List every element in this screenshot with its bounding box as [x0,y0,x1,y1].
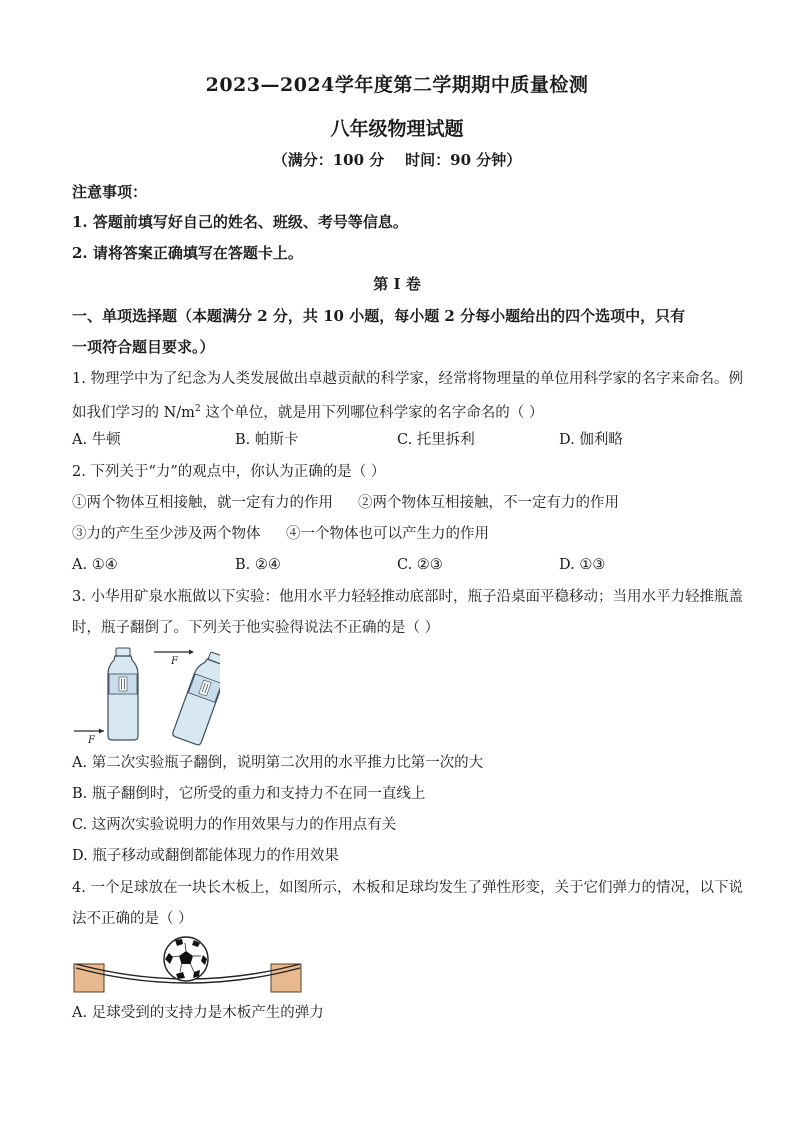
q1-option-a[interactable]: A. 牛顿 [72,432,121,448]
q3-option-a[interactable]: A. 第二次实验瓶子翻倒，说明第二次用的水平推力比第一次的大 [72,755,484,771]
q3-option-c[interactable]: C. 这两次实验说明力的作用效果与力的作用点有关 [72,817,397,833]
q2-statement-4: ④一个物体也可以产生力的作用 [286,526,489,542]
q4-football-figure [72,934,304,996]
q2-statement-1: ①两个物体互相接触，就一定有力的作用 [72,495,333,511]
force-label-top: F [171,656,178,667]
q1-option-b[interactable]: B. 帕斯卡 [235,432,299,448]
football-icon [164,937,208,981]
q2-statement-2: ②两个物体互相接触，不一定有力的作用 [358,495,619,511]
q3-stem-line-2: 时，瓶子翻倒了。下列关于他实验得说法不正确的是（ ） [72,620,440,636]
q2-option-b[interactable]: B. ②④ [235,557,281,573]
q4-stem-line-2: 法不正确的是（ ） [72,911,193,927]
q2-statement-3: ③力的产生至少涉及两个物体 [72,526,261,542]
volume-title: 第 I 卷 [373,275,421,293]
q1-unit-superscript: 2 [194,404,201,414]
q1-stem-line-1: 1. 物理学中为了纪念为人类发展做出卓越贡献的科学家，经常将物理量的单位用科学家的名字来命名。例 [72,371,743,387]
q1-stem-text: 如我们学习的 N/m [72,404,195,421]
exam-subject-title: 八年级物理试题 [330,118,464,140]
q3-stem-line-1: 3. 小华用矿泉水瓶做以下实验：他用水平力轻轻推动底部时，瓶子沿桌面平稳移动；当用水平力轻推瓶盖 [72,589,743,605]
exam-title: 2023—2024学年度第二学期期中质量检测 [205,74,589,96]
q2-stem: 2. 下列关于“力”的观点中，你认为正确的是（ ） [72,464,386,480]
section-title-line-2: 一项符合题目要求。） [72,338,215,356]
q3-option-d[interactable]: D. 瓶子移动或翻倒都能体现力的作用效果 [72,848,339,864]
exam-info: （满分：100 分 时间：90 分钟） [272,151,522,169]
q3-bottle-figure [70,644,220,748]
q4-stem-line-1: 4. 一个足球放在一块长木板上，如图所示，木板和足球均发生了弹性形变，关于它们弹力的情况，以下说 [72,880,743,896]
q2-option-a[interactable]: A. ①④ [72,557,118,573]
q2-option-d[interactable]: D. ①③ [559,557,606,573]
note-item-1: 1. 答题前填写好自己的姓名、班级、考号等信息。 [72,213,408,231]
q1-option-c[interactable]: C. 托里拆利 [397,432,475,448]
q1-stem-line-2 [72,399,543,423]
q3-option-b[interactable]: B. 瓶子翻倒时，它所受的重力和支持力不在同一直线上 [72,786,426,802]
upright-bottle [108,648,138,740]
q4-option-a[interactable]: A. 足球受到的支持力是木板产生的弹力 [72,1005,324,1021]
q1-stem-text-end: 这个单位，就是用下列哪位科学家的名字命名的（ ） [200,404,544,421]
force-label-bottom: F [88,735,95,746]
q1-option-d[interactable]: D. 伽利略 [559,432,623,448]
section-title-line-1: 一、单项选择题（本题满分 2 分，共 10 小题，每小题 2 分每小题给出的四个选项中，只有 [72,307,686,325]
notes-heading: 注意事项： [72,183,148,201]
note-item-2: 2. 请将答案正确填写在答题卡上。 [72,244,303,262]
q2-option-c[interactable]: C. ②③ [397,557,443,573]
tilted-bottle [172,649,220,746]
